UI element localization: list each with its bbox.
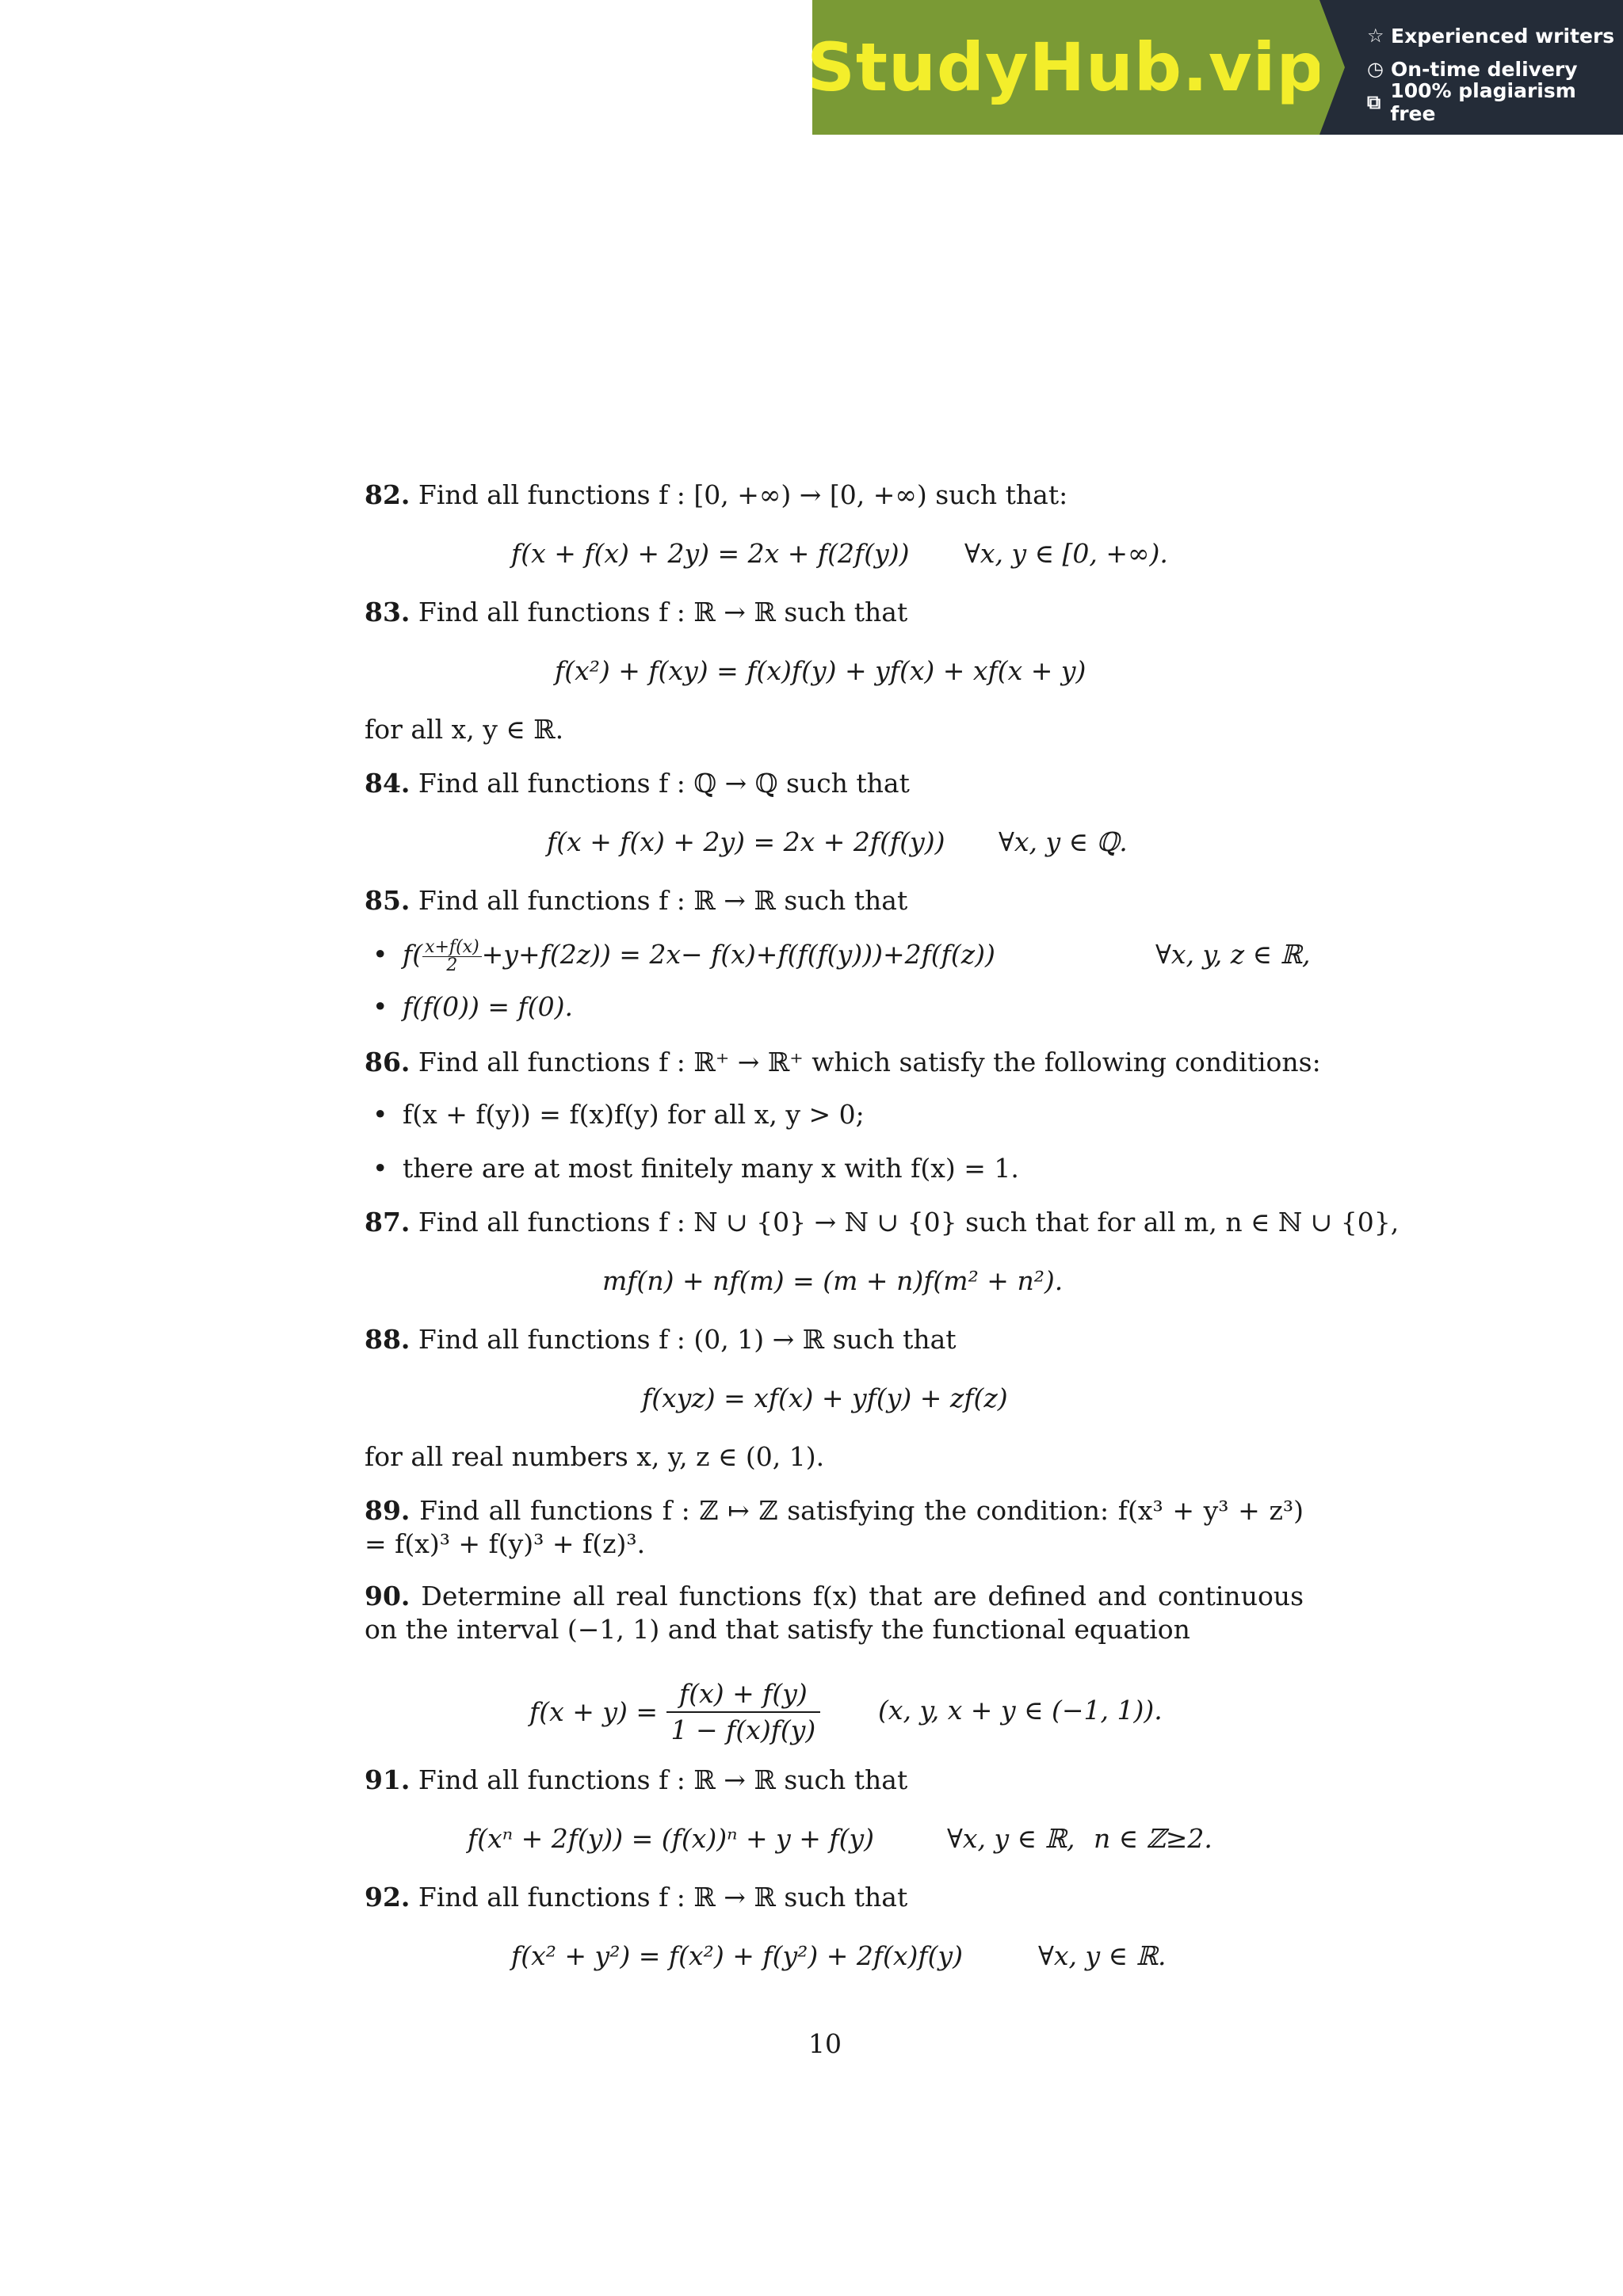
problem-number: 90. [365,1581,411,1611]
feature-item [1367,19,1623,52]
logo-text: StudyHub.vip [807,29,1325,106]
problem-82 [365,479,1304,512]
equation: f(x² + y²) = f(x²) + f(y²) + 2f(x)f(y) [511,1940,964,1971]
problem-statement: Determine all real functions f(x) that are defined and continuous on the interval (−1, 1) and that satisfy the functional equation [365,1581,1304,1645]
star-outline-icon: ☆ [1367,25,1384,47]
condition-bullet [403,938,995,974]
problem-text: for all real numbers x, y, z ∈ (0, 1). [365,1441,825,1472]
equation-lhs: f(x + y) = [529,1696,658,1727]
problem-91 [365,1764,1304,1797]
equation: f(xⁿ + 2f(y)) = (f(x))ⁿ + y + f(y) [468,1823,875,1854]
problem-text: for all x, y ∈ ℝ. [365,714,564,745]
problem-87 [365,1206,1400,1239]
equation-condition: ∀x, y ∈ ℚ. [999,826,1128,857]
problem-83 [365,596,1304,629]
feature-list [1319,0,1623,135]
expr-part: +y+f(2z)) = 2x− f(x)+f(f(f(y)))+2f(f(z)) [481,939,995,970]
fraction-numerator: x+f(x) [422,939,482,957]
problem-number: 92. [365,1882,411,1913]
problem-statement: Find all functions f : ℚ → ℚ such that [418,768,910,799]
problem-number: 83. [365,597,411,627]
equation-condition: (x, y, x + y ∈ (−1, 1)). [878,1695,1163,1726]
feature-item [1367,79,1623,125]
problem-number: 82. [365,479,411,510]
problem-statement: Find all functions f : ℤ ↦ ℤ satisfying the condition: f(x³ + y³ + z³) = f(x)³ + f(y)³ + f(z)³. [365,1495,1304,1559]
condition-bullet: • f(f(0)) = f(0). [403,990,573,1024]
fraction-denominator: 1 − f(x)f(y) [670,1714,816,1745]
feature-label: Experienced writers [1391,24,1615,48]
page-number: 10 [808,2028,842,2059]
problem-number: 89. [365,1495,411,1526]
problem-statement: Find all functions f : ℝ → ℝ such that [418,1882,908,1913]
equation: f(x + f(x) + 2y) = 2x + 2f(f(y)) [547,826,945,857]
fraction [666,1676,821,1748]
problem-number: 87. [365,1207,411,1238]
problem-statement: Find all functions f : ℝ⁺ → ℝ⁺ which satisfy the following conditions: [418,1047,1321,1077]
equation-condition: n ∈ ℤ≥2. [1094,1823,1212,1854]
problem-92 [365,1881,1304,1914]
problem-number: 91. [365,1764,411,1795]
problem-statement: Find all functions f : ℝ → ℝ such that [418,1764,908,1795]
problem-86 [365,1046,1321,1079]
fraction-denominator: 2 [446,955,458,975]
problem-90 [365,1580,1304,1646]
copy-icon: ⧉ [1367,91,1381,113]
problem-statement: Find all functions f : ℝ → ℝ such that [418,885,908,916]
equation: f(x + f(x) + 2y) = 2x + f(2f(y)) [511,538,910,569]
problem-statement: Find all functions f : (0, 1) → ℝ such that [418,1324,957,1355]
equation: f(x²) + f(xy) = f(x)f(y) + yf(x) + xf(x + y) [555,655,1086,686]
problem-number: 84. [365,768,411,799]
problem-89 [365,1494,1304,1561]
equation-condition: ∀x, y ∈ ℝ, [947,1823,1075,1854]
equation: f(xyz) = xf(x) + yf(y) + zf(z) [642,1383,1008,1413]
equation-condition: ∀x, y ∈ [0, +∞). [964,538,1168,569]
equation [529,1676,820,1748]
clock-icon: ◷ [1367,58,1384,80]
studyhub-logo[interactable] [807,0,1325,135]
studyhub-banner[interactable] [807,0,1623,135]
problem-number: 85. [365,885,411,916]
fraction [422,936,482,975]
feature-label: On-time delivery [1391,57,1578,81]
problem-88 [365,1323,1304,1356]
problem-85 [365,884,1304,917]
equation: mf(n) + nf(m) = (m + n)f(m² + n²). [602,1265,1064,1296]
equation-condition: ∀x, y ∈ ℝ. [1038,1940,1167,1971]
problem-number: 86. [365,1047,411,1077]
problem-statement: Find all functions f : ℝ → ℝ such that [418,597,908,627]
problem-number: 88. [365,1324,411,1355]
condition-bullet: • there are at most finitely many x with f(x) = 1. [403,1152,1019,1185]
expr-part: f( [403,939,423,970]
fraction-numerator: f(x) + f(y) [666,1676,821,1713]
problem-statement: Find all functions f : [0, +∞) → [0, +∞) such that: [418,479,1068,510]
problem-statement: Find all functions f : ℕ ∪ {0} → ℕ ∪ {0} such that for all m, n ∈ ℕ ∪ {0}, [418,1207,1400,1238]
equation-condition: ∀x, y, z ∈ ℝ, [1155,939,1311,970]
problem-84 [365,767,1304,800]
condition-bullet: • f(x + f(y)) = f(x)f(y) for all x, y > 0; [403,1098,865,1131]
feature-label: 100% plagiarism free [1390,79,1576,125]
